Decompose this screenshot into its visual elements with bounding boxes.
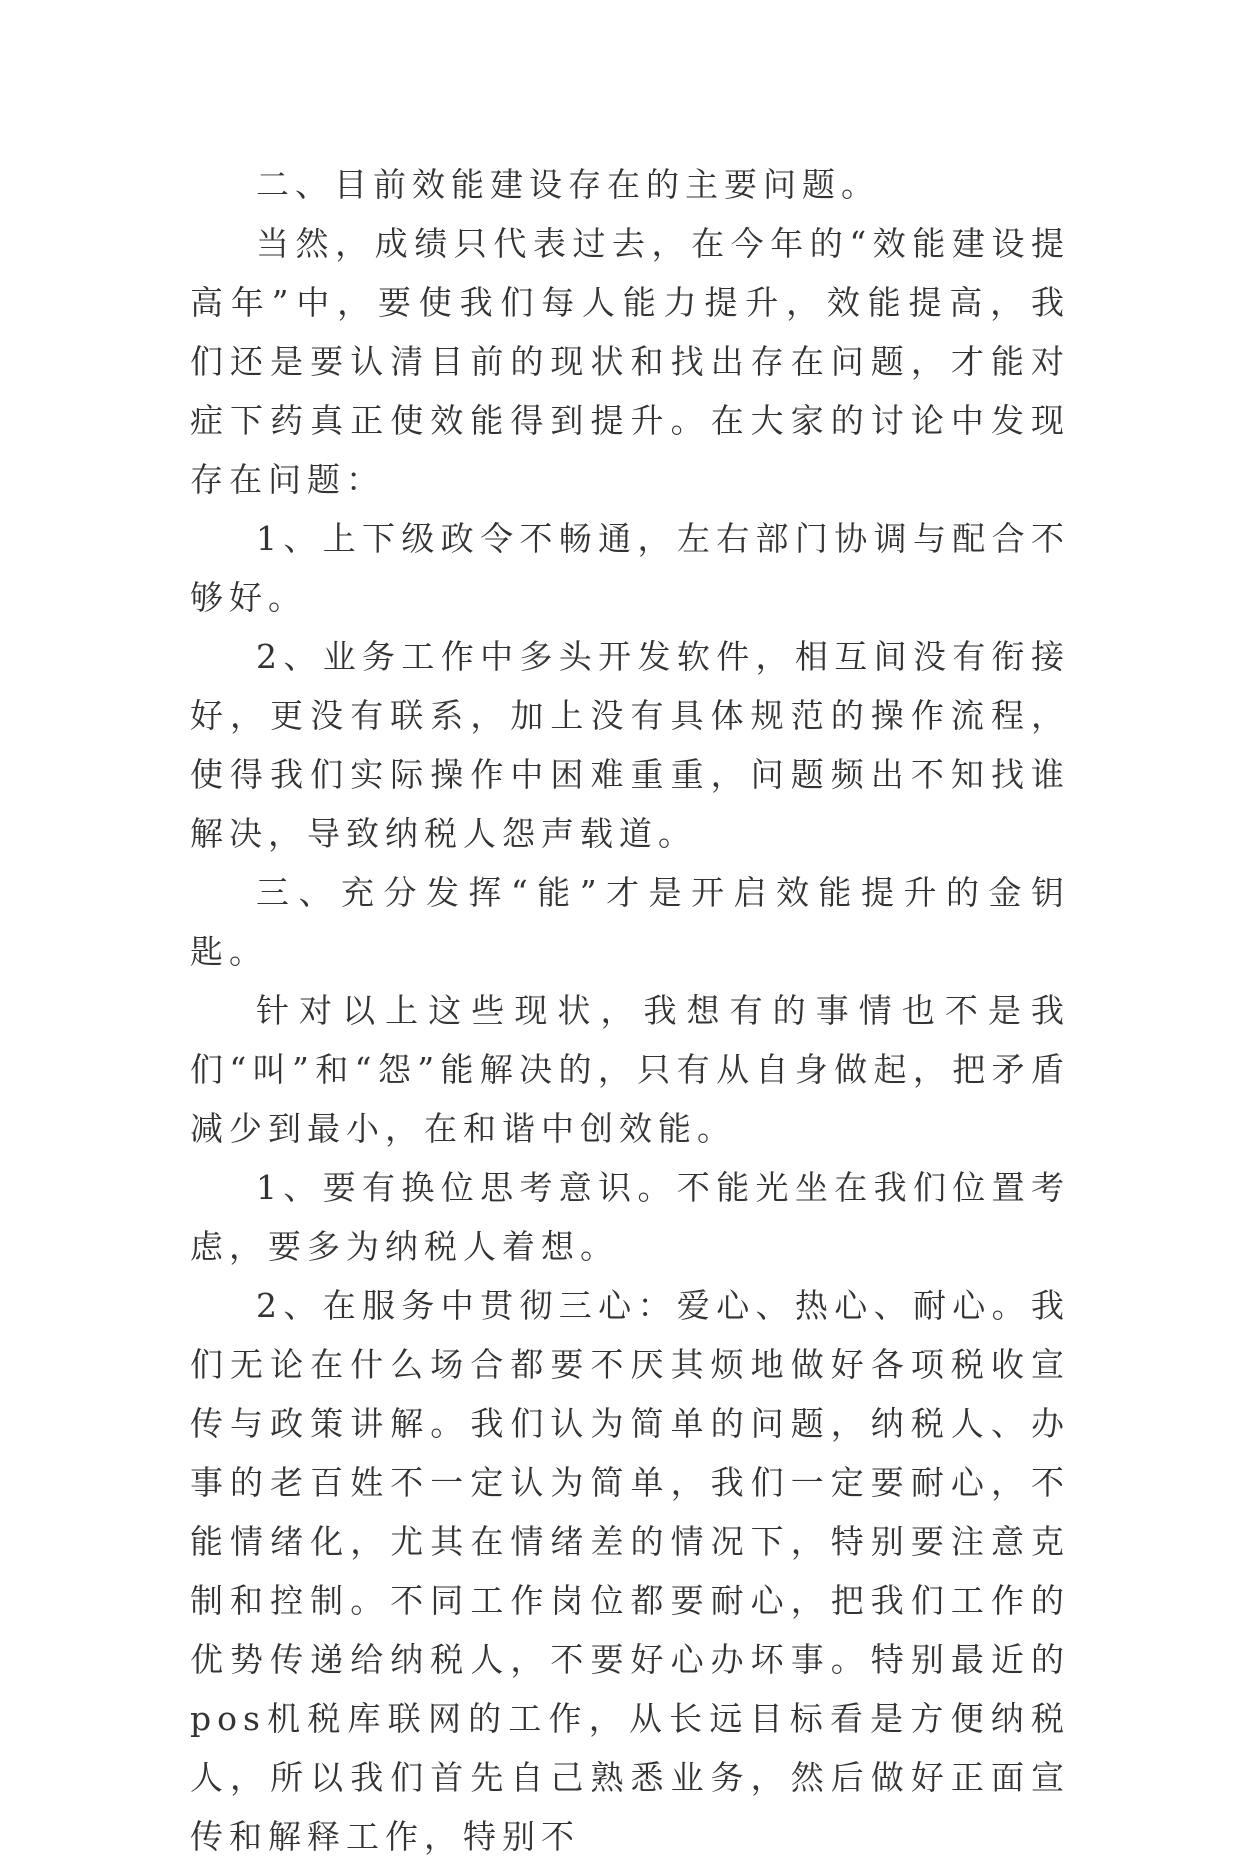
list-item-problem-2: 2、业务工作中多头开发软件，相互间没有衔接好，更没有联系，加上没有具体规范的操作流程，使得我们实际操作中困难重重，问题频出不知找谁解决，导致纳税人怨声载道。 (190, 637, 1070, 853)
list-item-problem-1: 1、上下级政令不畅通，左右部门协调与配合不够好。 (190, 519, 1070, 617)
paragraph-intro: 当然，成绩只代表过去，在今年的“效能建设提高年”中，要使我们每人能力提升，效能提高，我们还是要认清目前的现状和找出存在问题，才能对症下药真正使效能得到提升。在大家的讨论中发现存在问题： (190, 224, 1070, 499)
paragraph-response: 针对以上这些现状，我想有的事情也不是我们“叫”和“怨”能解决的，只有从自身做起，把矛盾减少到最小，在和谐中创效能。 (190, 991, 1070, 1148)
heading-section-three: 三、充分发挥“能”才是开启效能提升的金钥匙。 (190, 873, 1070, 971)
list-item-solution-1: 1、要有换位思考意识。不能光坐在我们位置考虑，要多为纳税人着想。 (190, 1168, 1070, 1266)
document-body (190, 155, 1070, 1866)
heading-section-two: 二、目前效能建设存在的主要问题。 (256, 165, 880, 204)
list-item-solution-2: 2、在服务中贯彻三心：爱心、热心、耐心。我们无论在什么场合都要不厌其烦地做好各项税收宣传与政策讲解。我们认为简单的问题，纳税人、办事的老百姓不一定认为简单，我们一定要耐心，不能情绪化，尤其在情绪差的情况下，特别要注意克制和控制。不同工作岗位都要耐心，把我们工作的优势传递给纳税人，不要好心办坏事。特别最近的pos机税库联网的工作，从长远目标看是方便纳税人，所以我们首先自己熟悉业务，然后做好正面宣传和解释工作，特别不 (190, 1286, 1070, 1856)
